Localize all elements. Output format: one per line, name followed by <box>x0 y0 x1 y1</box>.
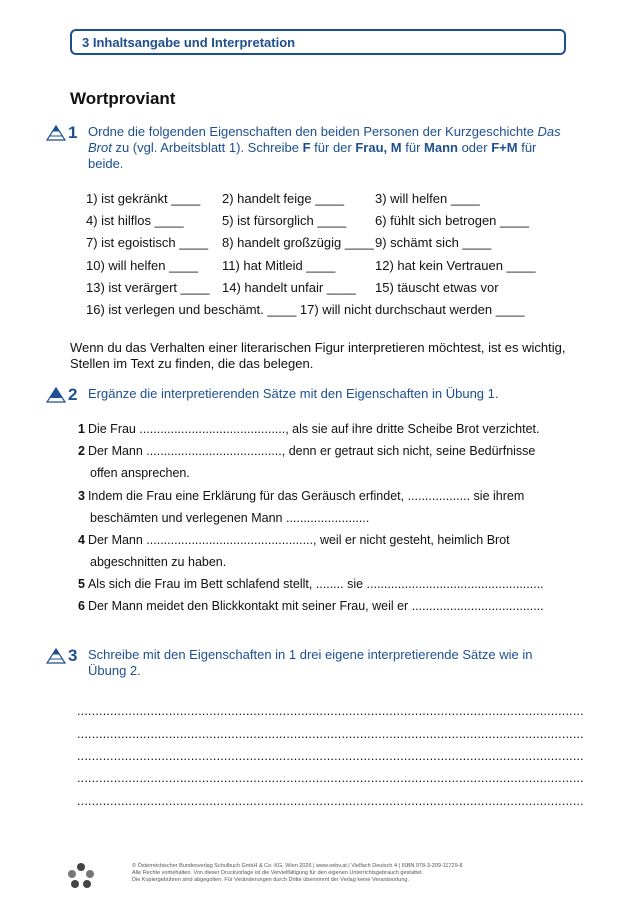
trait-item: 15) täuscht etwas vor <box>375 280 499 295</box>
task-3-number: 3 <box>68 646 78 665</box>
trait-item: 12) hat kein Vertrauen ____ <box>375 258 536 273</box>
difficulty-pyramid-icon <box>46 125 66 141</box>
chapter-header <box>70 29 566 55</box>
trait-item: 6) fühlt sich betrogen ____ <box>375 213 529 228</box>
sentence-item: 6 Der Mann meidet den Blickkontakt mit seiner Frau, weil er ...................................... <box>78 599 544 613</box>
sentence-continuation: offen ansprechen. <box>90 466 190 480</box>
writing-line[interactable]: .......................................................................................................................................... <box>77 727 584 741</box>
trait-item: 5) ist fürsorglich ____ <box>222 213 347 228</box>
sentence-item: 1 Die Frau .........................................., als sie auf ihre dritte Scheibe Brot verzichtet. <box>78 422 540 436</box>
sentence-item: 4 Der Mann ................................................, weil er nicht gesteht, heimlich Brot <box>78 533 510 547</box>
trait-item: 11) hat Mitleid ____ <box>222 258 336 273</box>
trait-item: 13) ist verärgert ____ <box>86 280 210 295</box>
trait-row-last: 16) ist verlegen und beschämt. ____ 17) will nicht durchschaut werden ____ <box>86 302 525 317</box>
trait-item: 10) will helfen ____ <box>86 258 199 273</box>
task-1-instruction: Ordne die folgenden Eigenschaften den beiden Personen der Kurzgeschichte Das Brot zu (vgl. Arbeitsblatt 1). Schreibe F für der Frau, M für Mann oder F+M für beide. <box>88 124 561 171</box>
sentence-item: 3 Indem die Frau eine Erklärung für das Geräusch erfindet, .................. sie ihrem <box>78 489 525 503</box>
trait-item: 2) handelt feige ____ <box>222 191 345 206</box>
sentence-item: 2 Der Mann ......................................., denn er getraut sich nicht, seine Bedürfnisse <box>78 444 536 458</box>
writing-line[interactable]: .......................................................................................................................................... <box>77 771 584 785</box>
footer-copyright: © Österreichischer Bundesverlag Schulbuch GmbH & Co. KG, Wien 2026 | www.oebv.at | Vielfach Deutsch 4 | ISBN 978-3-209-11729-8 Alle Rechte vorbehalten. Von dieser Druckvorlage ist die Vervielfältigung für den eigenen Unterrichtsgebrauch gestattet. Die Kopiergebühren sind abgegolten. Für Veränderungen durch Dritte übernimmt der Verlag keine Verantwortung. <box>132 863 463 883</box>
page-title: Wortproviant <box>70 89 176 108</box>
task-1-number: 1 <box>68 123 78 142</box>
sentence-continuation: beschämten und verlegenen Mann ........................ <box>90 511 370 525</box>
difficulty-pyramid-icon <box>46 648 66 664</box>
publisher-logo-icon <box>66 862 96 890</box>
sentence-item: 5 Als sich die Frau im Bett schlafend stellt, ........ sie ................................................... <box>78 577 544 591</box>
logo-text: öbv <box>76 874 86 880</box>
writing-line[interactable]: .......................................................................................................................................... <box>77 794 584 808</box>
task-3-instruction: Schreibe mit den Eigenschaften in 1 drei eigene interpretierende Sätze wie in Übung 2. <box>88 647 533 678</box>
task-2-instruction: Ergänze die interpretierenden Sätze mit den Eigenschaften in Übung 1. <box>88 386 499 401</box>
writing-line[interactable]: .......................................................................................................................................... <box>77 749 584 763</box>
task-2-number: 2 <box>68 385 78 404</box>
trait-item: 4) ist hilflos ____ <box>86 213 184 228</box>
difficulty-pyramid-icon <box>46 387 66 403</box>
writing-line[interactable]: .......................................................................................................................................... <box>77 704 584 718</box>
task-3-header <box>46 647 568 679</box>
trait-item: 9) schämt sich ____ <box>375 235 492 250</box>
trait-item: 14) handelt unfair ____ <box>222 280 356 295</box>
task-2-header <box>46 386 568 404</box>
trait-item: 1) ist gekränkt ____ <box>86 191 201 206</box>
trait-item: 7) ist egoistisch ____ <box>86 235 209 250</box>
interpretation-note: Wenn du das Verhalten einer literarischen Figur interpretieren möchtest, ist es wichtig, Stellen im Text zu finden, die das belegen. <box>70 340 566 371</box>
trait-item: 8) handelt großzügig ____ <box>222 235 374 250</box>
trait-item: 3) will helfen ____ <box>375 191 480 206</box>
task-1-header <box>46 124 568 172</box>
sentence-continuation: abgeschnitten zu haben. <box>90 555 227 569</box>
chapter-title: 3 Inhaltsangabe und Interpretation <box>82 34 296 50</box>
